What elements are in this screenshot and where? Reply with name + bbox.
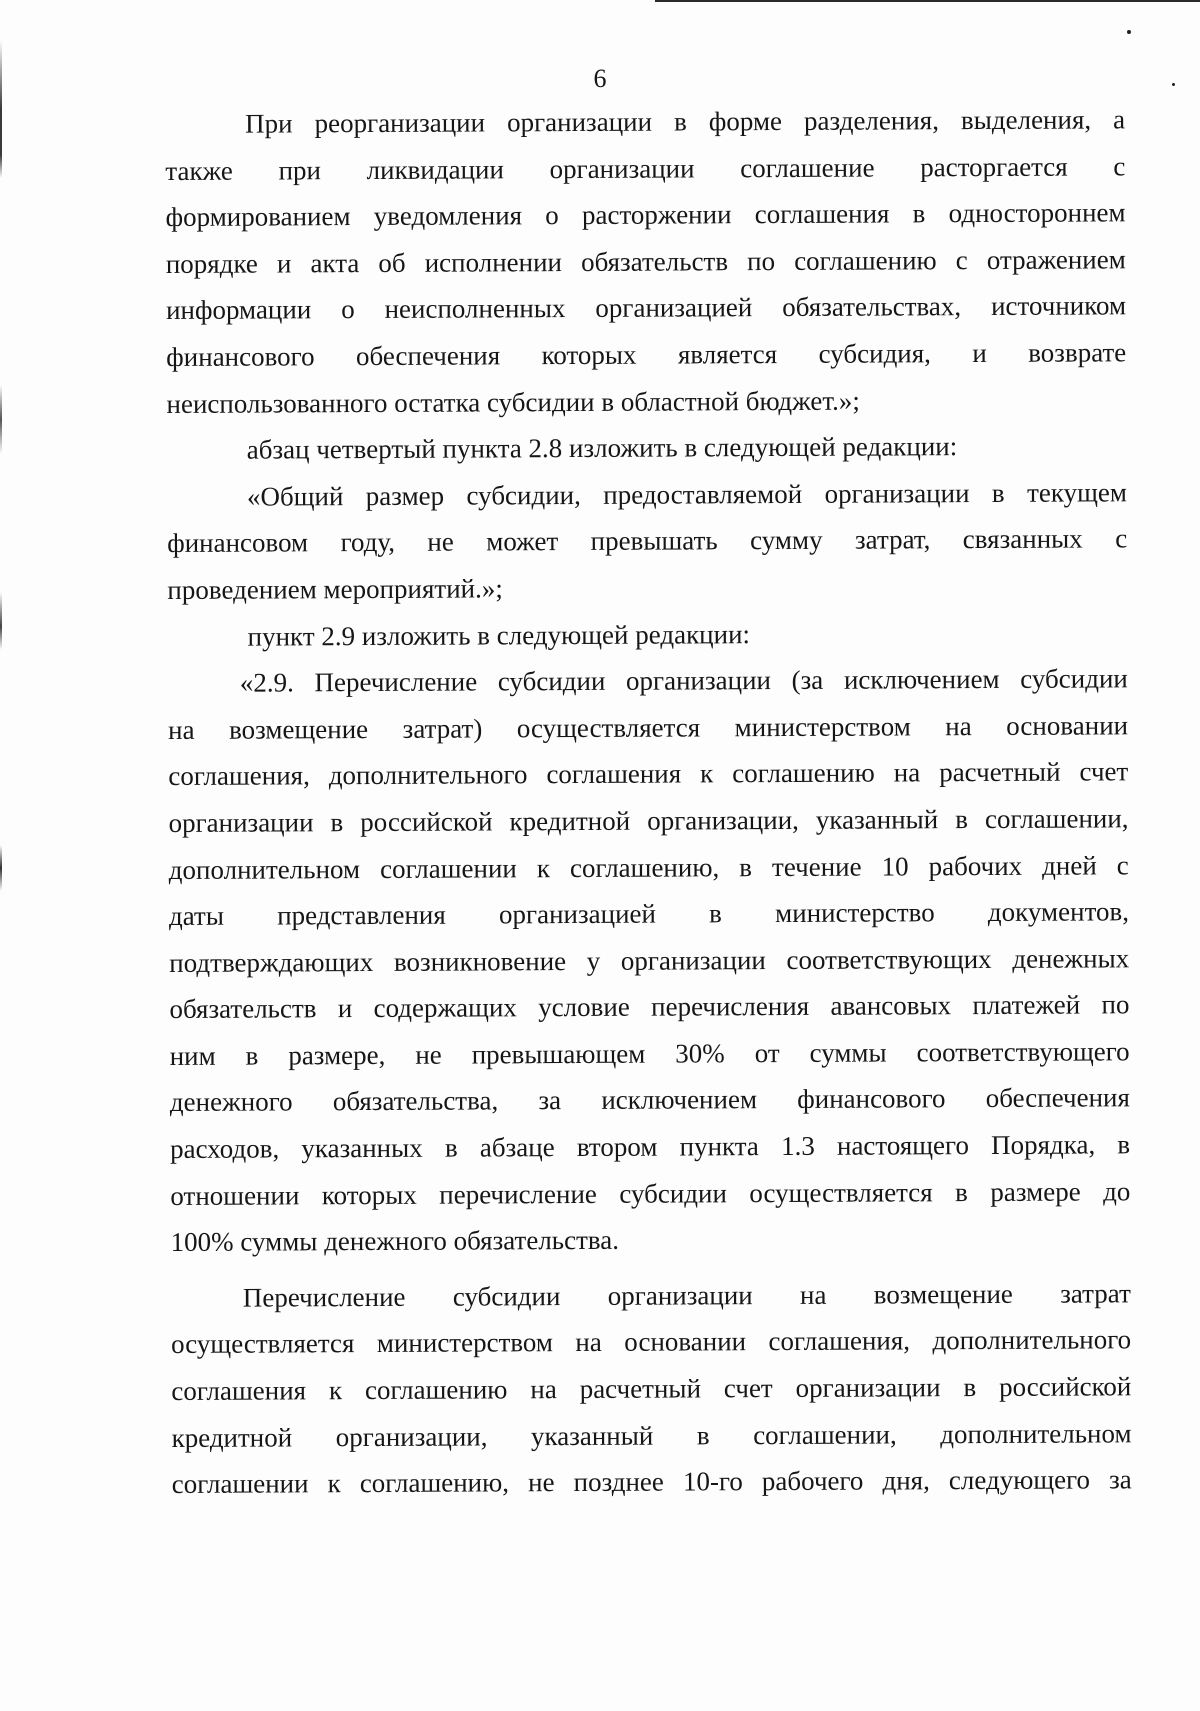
text-line: соглашения, дополнительного соглашения к соглашению на расчетный счет bbox=[168, 756, 1129, 792]
text-line: соглашения к соглашению на расчетный счет организации в российской bbox=[171, 1371, 1132, 1407]
scan-left-edge bbox=[0, 40, 2, 1190]
text-line: проведением мероприятий.»; bbox=[167, 573, 503, 605]
text-line: на возмещение затрат) осуществляется министерством на основании bbox=[167, 710, 1129, 745]
page-number: 6 bbox=[593, 64, 607, 93]
text-line: денежного обязательства, за исключением финансового обеспечения bbox=[169, 1082, 1130, 1118]
text-line: формированием уведомления о расторжении соглашения в одностороннем bbox=[165, 197, 1126, 233]
text-line: расходов, указанных в абзаце втором пункта 1.3 настоящего Порядка, в bbox=[170, 1129, 1131, 1165]
text-line: финансового обеспечения которых является субсидия, и возврате bbox=[166, 337, 1127, 372]
text-line: При реорганизации организации в форме разделения, выделения, а bbox=[245, 104, 1126, 139]
text-line: дополнительном соглашении к соглашению, в течение 10 рабочих дней с bbox=[168, 849, 1129, 885]
text-line: 100% суммы денежного обязательства. bbox=[170, 1225, 620, 1258]
text-line: также при ликвидации организации соглашение расторгается с bbox=[165, 150, 1126, 186]
text-line: осуществляется министерством на основании соглашения, дополнительного bbox=[171, 1324, 1132, 1360]
text-line: ним в размере, не превышающем 30% от суммы соответствующего bbox=[169, 1036, 1130, 1071]
text-line: соглашении к соглашению, не позднее 10-го рабочего дня, следующего за bbox=[171, 1464, 1132, 1500]
text-line: кредитной организации, указанный в соглашении, дополнительном bbox=[171, 1417, 1132, 1453]
scan-border-line bbox=[655, 0, 1200, 2]
text-line: даты представления организацией в министерство документов, bbox=[168, 896, 1130, 932]
text-line: подтверждающих возникновение у организации соответствующих денежных bbox=[169, 942, 1130, 978]
text-line: отношении которых перечисление субсидии осуществляется в размере до bbox=[170, 1175, 1131, 1211]
text-line: порядке и акта об исполнении обязательств по соглашению с отражением bbox=[165, 244, 1126, 279]
text-line: «Общий размер субсидии, предоставляемой организации в текущем bbox=[246, 477, 1127, 512]
text-line: пункт 2.9 изложить в следующей редакции: bbox=[247, 618, 751, 652]
scan-speck bbox=[1127, 30, 1131, 34]
text-line: обязательств и содержащих условие перечисления авансовых платежей по bbox=[169, 989, 1130, 1025]
text-line: «2.9. Перечисление субсидии организации (за исключением субсидии bbox=[239, 663, 1128, 698]
text-line: организации в российской кредитной организации, указанный в соглашении, bbox=[168, 803, 1129, 838]
document-body bbox=[165, 96, 1132, 1507]
text-line: неиспользованного остатка субсидии в областной бюджет.»; bbox=[166, 385, 860, 419]
text-line: Перечисление субсидии организации на возмещение затрат bbox=[242, 1278, 1131, 1313]
text-line: информации о неисполненных организацией обязательствах, источником bbox=[165, 290, 1127, 326]
text-line: финансовом году, не может превышать сумму затрат, связанных с bbox=[167, 523, 1128, 559]
text-line: абзац четвертый пункта 2.8 изложить в следующей редакции: bbox=[246, 431, 958, 465]
